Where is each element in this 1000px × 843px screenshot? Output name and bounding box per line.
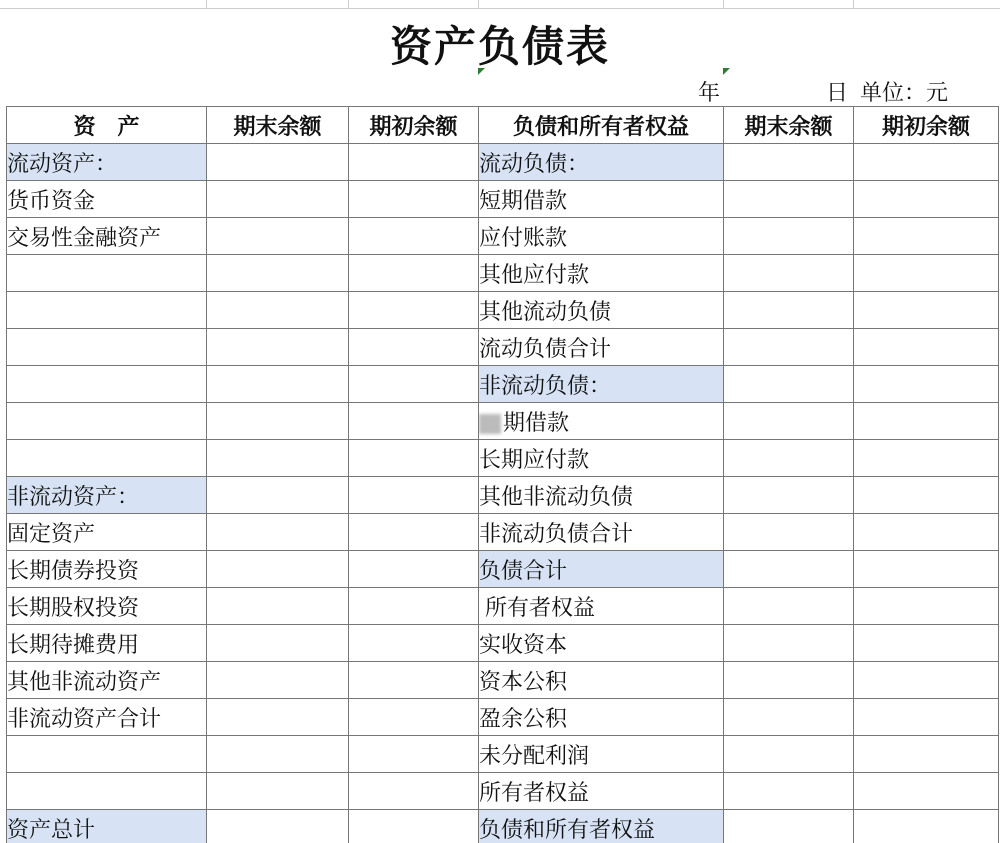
asset-item-cell[interactable]: 非流动资产合计	[7, 699, 207, 736]
liability-item-label: 盈余公积	[479, 706, 568, 732]
liab-end-balance-cell[interactable]	[724, 329, 854, 366]
asset-begin-balance-cell[interactable]	[349, 440, 479, 477]
asset-end-balance-cell[interactable]	[207, 403, 349, 440]
liability-item-cell[interactable]	[479, 440, 724, 477]
asset-item-cell[interactable]: 长期债券投资	[7, 551, 207, 588]
asset-begin-balance-cell[interactable]	[349, 477, 479, 514]
asset-item-cell[interactable]	[7, 403, 207, 440]
liability-item-cell[interactable]	[479, 699, 724, 736]
cell-comment-marker	[478, 68, 485, 75]
liab-begin-balance-cell[interactable]	[854, 329, 999, 366]
asset-begin-balance-cell[interactable]	[349, 181, 479, 218]
asset-begin-balance-cell[interactable]	[349, 403, 479, 440]
asset-item-cell[interactable]	[7, 440, 207, 477]
asset-item-cell[interactable]: 长期股权投资	[7, 588, 207, 625]
liability-item-cell[interactable]	[479, 218, 724, 255]
liab-end-balance-cell[interactable]	[724, 218, 854, 255]
header-asset[interactable]: 资 产	[7, 107, 207, 144]
balance-sheet-table	[6, 106, 999, 843]
asset-item-cell[interactable]: 流动资产：	[7, 144, 207, 181]
liab-end-balance-cell[interactable]	[724, 181, 854, 218]
liability-item-label: 长期应付款	[479, 447, 590, 473]
liability-item-cell[interactable]	[479, 736, 724, 773]
liab-end-balance-cell[interactable]	[724, 588, 854, 625]
liability-item-label: 流动负债合计	[479, 336, 612, 362]
table-row	[7, 514, 999, 551]
liability-item-cell[interactable]	[479, 773, 724, 810]
header-liability-equity[interactable]: 负债和所有者权益	[479, 107, 724, 144]
asset-end-balance-cell[interactable]	[207, 551, 349, 588]
liab-begin-balance-cell[interactable]	[854, 366, 999, 403]
liab-begin-balance-cell[interactable]	[854, 403, 999, 440]
table-row	[7, 144, 999, 181]
asset-end-balance-cell[interactable]	[207, 218, 349, 255]
asset-begin-balance-cell[interactable]	[349, 773, 479, 810]
asset-item-cell[interactable]	[7, 366, 207, 403]
liability-item-cell[interactable]	[479, 181, 724, 218]
liab-end-balance-cell[interactable]	[724, 255, 854, 292]
liab-end-balance-cell[interactable]	[724, 625, 854, 662]
liability-item-label: 短期借款	[479, 188, 568, 214]
table-row	[7, 440, 999, 477]
header-liab-end-balance[interactable]: 期末余额	[724, 107, 854, 144]
liab-begin-balance-cell[interactable]	[854, 255, 999, 292]
sheet-title[interactable]: 资产负债表	[389, 22, 610, 71]
asset-end-balance-cell[interactable]	[207, 181, 349, 218]
liability-item-label: 非流动负债：	[479, 373, 612, 399]
liab-begin-balance-cell[interactable]	[854, 588, 999, 625]
liability-item-label: 所有者权益	[479, 780, 590, 806]
liab-begin-balance-cell[interactable]	[854, 292, 999, 329]
asset-item-cell[interactable]: 交易性金融资产	[7, 218, 207, 255]
liab-end-balance-cell[interactable]	[724, 403, 854, 440]
asset-begin-balance-cell[interactable]	[349, 292, 479, 329]
liab-end-balance-cell[interactable]	[724, 736, 854, 773]
liab-begin-balance-cell[interactable]	[854, 662, 999, 699]
liability-item-cell[interactable]	[479, 255, 724, 292]
asset-item-cell[interactable]	[7, 292, 207, 329]
liab-end-balance-cell[interactable]	[724, 292, 854, 329]
asset-item-cell[interactable]: 资产总计	[7, 810, 207, 843]
liab-begin-balance-cell[interactable]	[854, 218, 999, 255]
table-row	[7, 255, 999, 292]
table-row	[7, 625, 999, 662]
liability-item-cell[interactable]	[479, 810, 724, 843]
asset-begin-balance-cell[interactable]	[349, 810, 479, 843]
liab-end-balance-cell[interactable]	[724, 440, 854, 477]
header-liab-begin-balance[interactable]: 期初余额	[854, 107, 999, 144]
asset-end-balance-cell[interactable]	[207, 773, 349, 810]
liab-end-balance-cell[interactable]	[724, 810, 854, 843]
liab-end-balance-cell[interactable]	[724, 699, 854, 736]
asset-item-cell[interactable]	[7, 736, 207, 773]
asset-begin-balance-cell[interactable]	[349, 625, 479, 662]
asset-end-balance-cell[interactable]	[207, 366, 349, 403]
table-row	[7, 403, 999, 440]
table-row	[7, 181, 999, 218]
asset-begin-balance-cell[interactable]	[349, 588, 479, 625]
liability-item-label: 非流动负债合计	[479, 521, 634, 547]
asset-begin-balance-cell[interactable]	[349, 144, 479, 181]
asset-item-cell[interactable]: 固定资产	[7, 514, 207, 551]
asset-begin-balance-cell[interactable]	[349, 514, 479, 551]
cell-comment-marker	[723, 68, 730, 75]
table-row	[7, 551, 999, 588]
liab-begin-balance-cell[interactable]	[854, 514, 999, 551]
table-row	[7, 477, 999, 514]
liab-begin-balance-cell[interactable]	[854, 699, 999, 736]
liab-begin-balance-cell[interactable]	[854, 477, 999, 514]
liab-end-balance-cell[interactable]	[724, 144, 854, 181]
asset-begin-balance-cell[interactable]	[349, 551, 479, 588]
asset-item-cell[interactable]	[7, 329, 207, 366]
liability-item-label: 资本公积	[479, 669, 568, 695]
asset-end-balance-cell[interactable]	[207, 144, 349, 181]
asset-begin-balance-cell[interactable]	[349, 255, 479, 292]
asset-begin-balance-cell[interactable]	[349, 662, 479, 699]
liab-end-balance-cell[interactable]	[724, 366, 854, 403]
asset-item-cell[interactable]: 其他非流动资产	[7, 662, 207, 699]
asset-begin-balance-cell[interactable]	[349, 736, 479, 773]
asset-end-balance-cell[interactable]	[207, 477, 349, 514]
asset-item-cell[interactable]: 非流动资产：	[7, 477, 207, 514]
header-asset-begin-balance[interactable]: 期初余额	[349, 107, 479, 144]
liability-item-label: 应付账款	[479, 225, 568, 251]
asset-end-balance-cell[interactable]	[207, 514, 349, 551]
asset-end-balance-cell[interactable]	[207, 662, 349, 699]
liab-begin-balance-cell[interactable]	[854, 440, 999, 477]
liability-item-cell[interactable]	[479, 477, 724, 514]
liability-item-label: 其他应付款	[479, 262, 590, 288]
liab-end-balance-cell[interactable]	[724, 477, 854, 514]
liability-item-label: 期借款	[503, 410, 570, 436]
liability-item-label: 负债合计	[479, 558, 568, 584]
liability-item-cell[interactable]	[479, 662, 724, 699]
asset-begin-balance-cell[interactable]	[349, 329, 479, 366]
liability-item-cell[interactable]	[479, 366, 724, 403]
liability-item-label: 未分配利润	[479, 743, 590, 769]
liability-item-label: 负债和所有者权益	[479, 817, 656, 843]
liability-item-cell[interactable]	[479, 403, 724, 440]
liability-item-label: 其他流动负债	[479, 299, 612, 325]
liability-item-cell[interactable]	[479, 144, 724, 181]
asset-end-balance-cell[interactable]	[207, 329, 349, 366]
liability-item-cell[interactable]	[479, 329, 724, 366]
liab-begin-balance-cell[interactable]	[854, 736, 999, 773]
table-row	[7, 588, 999, 625]
table-row	[7, 699, 999, 736]
asset-begin-balance-cell[interactable]	[349, 366, 479, 403]
liab-end-balance-cell[interactable]	[724, 662, 854, 699]
table-row	[7, 329, 999, 366]
asset-end-balance-cell[interactable]	[207, 292, 349, 329]
column-header-strip	[0, 0, 1000, 9]
liab-begin-balance-cell[interactable]	[854, 181, 999, 218]
asset-end-balance-cell[interactable]	[207, 440, 349, 477]
liability-item-cell[interactable]	[479, 588, 724, 625]
liab-begin-balance-cell[interactable]	[854, 810, 999, 843]
asset-end-balance-cell[interactable]	[207, 625, 349, 662]
unit-label[interactable]: 单位：元	[860, 81, 949, 106]
table-row	[7, 773, 999, 810]
liability-item-label: 实收资本	[479, 632, 568, 658]
asset-end-balance-cell[interactable]	[207, 255, 349, 292]
liab-begin-balance-cell[interactable]	[854, 773, 999, 810]
liability-item-label: 其他非流动负债	[479, 484, 634, 510]
asset-item-cell[interactable]: 货币资金	[7, 181, 207, 218]
table-row	[7, 736, 999, 773]
asset-item-cell[interactable]: 长期待摊费用	[7, 625, 207, 662]
liability-item-label: 流动负债：	[479, 151, 590, 177]
liab-end-balance-cell[interactable]	[724, 773, 854, 810]
asset-end-balance-cell[interactable]	[207, 810, 349, 843]
asset-end-balance-cell[interactable]	[207, 588, 349, 625]
liability-item-cell[interactable]	[479, 625, 724, 662]
asset-item-cell[interactable]	[7, 255, 207, 292]
liab-begin-balance-cell[interactable]	[854, 144, 999, 181]
liab-begin-balance-cell[interactable]	[854, 625, 999, 662]
liability-item-cell[interactable]	[479, 292, 724, 329]
day-label[interactable]: 日	[826, 81, 849, 106]
asset-end-balance-cell[interactable]	[207, 736, 349, 773]
table-row	[7, 810, 999, 843]
table-row	[7, 662, 999, 699]
asset-end-balance-cell[interactable]	[207, 699, 349, 736]
liability-item-cell[interactable]	[479, 514, 724, 551]
asset-item-cell[interactable]	[7, 773, 207, 810]
table-row	[7, 292, 999, 329]
table-row	[7, 366, 999, 403]
liability-item-cell[interactable]	[479, 551, 724, 588]
asset-begin-balance-cell[interactable]	[349, 699, 479, 736]
liab-begin-balance-cell[interactable]	[854, 551, 999, 588]
year-label[interactable]: 年	[698, 81, 721, 106]
liab-end-balance-cell[interactable]	[724, 514, 854, 551]
header-row	[7, 107, 999, 144]
liab-end-balance-cell[interactable]	[724, 551, 854, 588]
liability-item-label: 所有者权益	[485, 595, 596, 621]
redacted-glyph	[479, 414, 501, 434]
header-asset-end-balance[interactable]: 期末余额	[207, 107, 349, 144]
table-row	[7, 218, 999, 255]
asset-begin-balance-cell[interactable]	[349, 218, 479, 255]
